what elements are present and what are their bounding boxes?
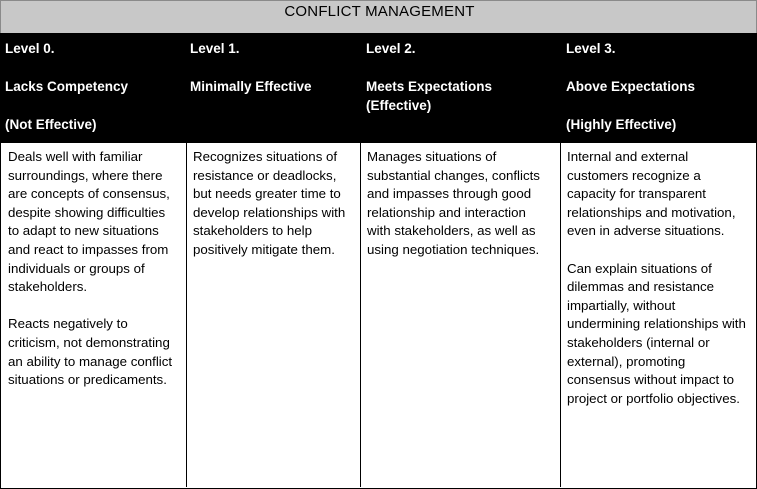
descriptor-paragraph: Can explain situations of dilemmas and resistance impartially, without undermining relationships with stakeholders (internal or external), promoting consensus without impact to project or portfolio objectives. — [567, 260, 746, 406]
descriptor-cell-level-0 — [2, 143, 185, 487]
spacer — [566, 58, 757, 77]
level-qualifier-2: (Effective) — [366, 98, 432, 113]
spacer — [566, 96, 757, 115]
descriptor-paragraph: Reacts negatively to criticism, not demonstrating an ability to manage conflict situations or predicaments. — [8, 316, 173, 388]
level-rating-0: Lacks Competency — [5, 79, 129, 94]
descriptor-paragraph: Deals well with familiar surroundings, where there are concepts of consensus, despite showing difficulties to adapt to new situations and react to impasses from individuals or groups of stakeholders. — [8, 149, 170, 295]
descriptor-paragraph: Internal and external customers recognize a capacity for transparent relationships and motivation, even in adverse situations. — [567, 149, 736, 239]
level-header-1 — [190, 33, 360, 143]
descriptor-cell-level-2 — [360, 143, 560, 487]
level-header-3 — [566, 33, 757, 143]
level-rating-3: Above Expectations — [566, 79, 696, 94]
descriptor-row — [0, 143, 757, 489]
spacer — [190, 58, 360, 77]
descriptor-paragraph: Recognizes situations of resistance or deadlocks, but needs greater time to develop relationships with stakeholders to help positively mitigate them. — [193, 149, 346, 257]
level-rating-1: Minimally Effective — [190, 79, 312, 94]
page-title: CONFLICT MANAGEMENT — [284, 3, 475, 20]
descriptor-paragraph: Manages situations of substantial changes, conflicts and impasses through good relationship and interaction with stakeholders, as well as using negotiation techniques. — [367, 149, 540, 257]
level-header-0 — [5, 33, 185, 143]
descriptor-cell-level-1 — [186, 143, 360, 487]
level-rating-2: Meets Expectations — [366, 79, 493, 94]
spacer — [5, 58, 185, 77]
spacer — [190, 96, 360, 115]
spacer — [5, 96, 185, 115]
level-number-2: Level 2. — [366, 41, 416, 56]
level-number-0: Level 0. — [5, 41, 55, 56]
table-title-band — [0, 0, 757, 33]
descriptor-cell-level-3 — [560, 143, 757, 487]
spacer — [366, 58, 561, 77]
level-qualifier-3: (Highly Effective) — [566, 117, 677, 132]
level-header-row — [0, 33, 757, 143]
level-qualifier-0: (Not Effective) — [5, 117, 97, 132]
level-header-2 — [366, 33, 561, 143]
level-number-3: Level 3. — [566, 41, 616, 56]
level-number-1: Level 1. — [190, 41, 240, 56]
